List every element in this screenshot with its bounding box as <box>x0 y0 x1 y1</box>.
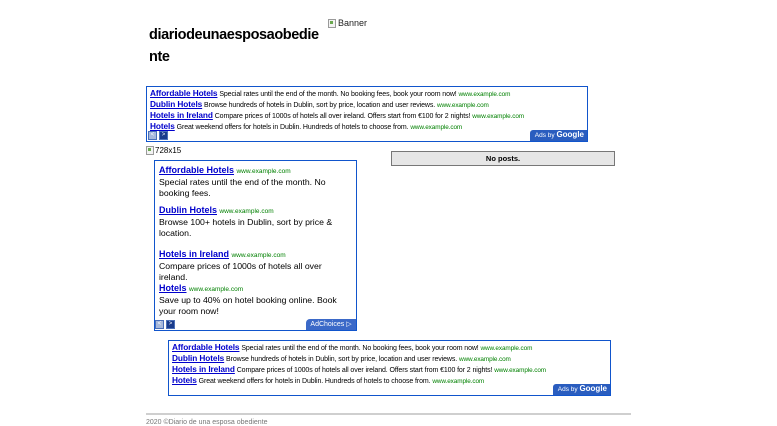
top-ad-url-link[interactable]: www.example.com <box>437 102 489 109</box>
bottom-ad-url-link[interactable]: www.example.com <box>432 378 485 385</box>
bottom-ad-title-link[interactable]: Hotels <box>172 375 197 385</box>
bottom-ad-line <box>172 353 607 364</box>
vertical-ad-text: Compare prices of 1000s of hotels all over ireland. <box>159 261 322 282</box>
vertical-ad-url-link[interactable]: www.example.com <box>188 286 244 293</box>
footer-copyright: 2020 ©Diario de una esposa obediente <box>146 419 268 426</box>
google-label: Google <box>579 384 607 393</box>
vertical-ad-text: Save up to 40% on hotel booking online. Book your room now! <box>159 295 337 316</box>
top-ad-title-link[interactable]: Hotels <box>150 121 175 131</box>
top-ad-line <box>150 110 584 121</box>
top-ad-text: Compare prices of 1000s of hotels all over ireland. Offers start from €100 for 2 nights! <box>214 113 471 120</box>
top-ad-line <box>150 99 584 110</box>
vertical-ad-url-link[interactable]: www.example.com <box>236 168 291 175</box>
top-ad-line <box>150 88 584 99</box>
no-posts-message: No posts. <box>391 151 615 166</box>
top-ad-title-link[interactable]: Hotels in Ireland <box>150 110 213 120</box>
bottom-ad-url-link[interactable]: www.example.com <box>480 345 533 352</box>
top-ad-line <box>150 121 584 132</box>
adchoices-badge[interactable]: AdChoices ▷ <box>306 319 356 330</box>
ads-by-label: Ads by <box>557 386 578 393</box>
vertical-ad-title-link[interactable]: Affordable Hotels <box>159 165 235 175</box>
vertical-ad-prev-button[interactable]: < <box>155 320 164 329</box>
top-ad-text: Browse hundreds of hotels in Dublin, sort by price, location and user reviews. <box>204 102 436 109</box>
bottom-ad-title-link[interactable]: Hotels in Ireland <box>172 364 235 374</box>
site-title[interactable]: diariodeunaesposaobediente <box>149 27 319 65</box>
vertical-ad-text: Special rates until the end of the month. No booking fees. <box>159 177 326 198</box>
vertical-ad-title-link[interactable]: Dublin Hotels <box>159 205 217 215</box>
vertical-ad-title-link[interactable]: Hotels in Ireland <box>159 249 230 259</box>
vertical-ad-item <box>159 205 349 239</box>
vertical-ad-item <box>159 249 349 283</box>
broken-image-icon <box>328 19 336 28</box>
vertical-ad-item <box>159 165 349 199</box>
top-ad-prev-button[interactable]: < <box>148 131 157 140</box>
image-728-alt-text: 728x15 <box>155 146 182 155</box>
bottom-ad-line <box>172 342 607 353</box>
vertical-ad-item <box>159 283 349 317</box>
top-ad-title-link[interactable]: Affordable Hotels <box>150 88 218 98</box>
bottom-ad-text: Compare prices of 1000s of hotels all over ireland. Offers start from €100 for 2 nights! <box>236 367 493 374</box>
bottom-ad-url-link[interactable]: www.example.com <box>494 367 547 374</box>
vertical-ad-text: Browse 100+ hotels in Dublin, sort by price & location. <box>159 217 333 238</box>
google-label: Google <box>556 130 584 139</box>
bottom-ad-text: Great weekend offers for hotels in Dublin. Hundreds of hotels to choose from. <box>198 378 431 385</box>
top-ad-text: Great weekend offers for hotels in Dublin. Hundreds of hotels to choose from. <box>176 124 409 131</box>
top-ad-url-link[interactable]: www.example.com <box>472 113 525 120</box>
bottom-ad-unit <box>168 340 611 396</box>
top-ad-url-link[interactable]: www.example.com <box>410 124 463 131</box>
banner-image <box>328 18 367 28</box>
bottom-ad-title-link[interactable]: Dublin Hotels <box>172 353 225 363</box>
ads-by-label: Ads by <box>534 132 555 139</box>
vertical-ad-title-link[interactable]: Hotels <box>159 283 187 293</box>
vertical-ad-unit <box>154 160 357 331</box>
top-ad-url-link[interactable]: www.example.com <box>458 91 511 98</box>
bottom-ad-text: Special rates until the end of the month. No booking fees, book your room now! <box>241 345 479 352</box>
bottom-ad-title-link[interactable]: Affordable Hotels <box>172 342 240 352</box>
top-ad-unit <box>146 86 588 142</box>
top-ad-text: Special rates until the end of the month. No booking fees, book your room now! <box>219 91 457 98</box>
ads-by-google-badge[interactable] <box>530 130 587 141</box>
vertical-ad-next-button[interactable]: > <box>166 320 175 329</box>
bottom-ad-line <box>172 375 607 386</box>
top-ad-nav <box>148 131 168 140</box>
top-ad-next-button[interactable]: > <box>159 131 168 140</box>
top-ad-title-link[interactable]: Dublin Hotels <box>150 99 203 109</box>
bottom-ad-url-link[interactable]: www.example.com <box>459 356 511 363</box>
footer-divider <box>146 413 631 415</box>
ads-by-google-badge[interactable] <box>553 384 610 395</box>
vertical-ad-nav <box>155 320 175 329</box>
vertical-ad-url-link[interactable]: www.example.com <box>219 208 274 215</box>
image-728x15 <box>146 146 181 155</box>
banner-alt-text: Banner <box>338 18 368 28</box>
bottom-ad-text: Browse hundreds of hotels in Dublin, sort by price, location and user reviews. <box>226 356 458 363</box>
broken-image-icon <box>146 146 154 155</box>
vertical-ad-url-link[interactable]: www.example.com <box>231 252 286 259</box>
bottom-ad-line <box>172 364 607 375</box>
